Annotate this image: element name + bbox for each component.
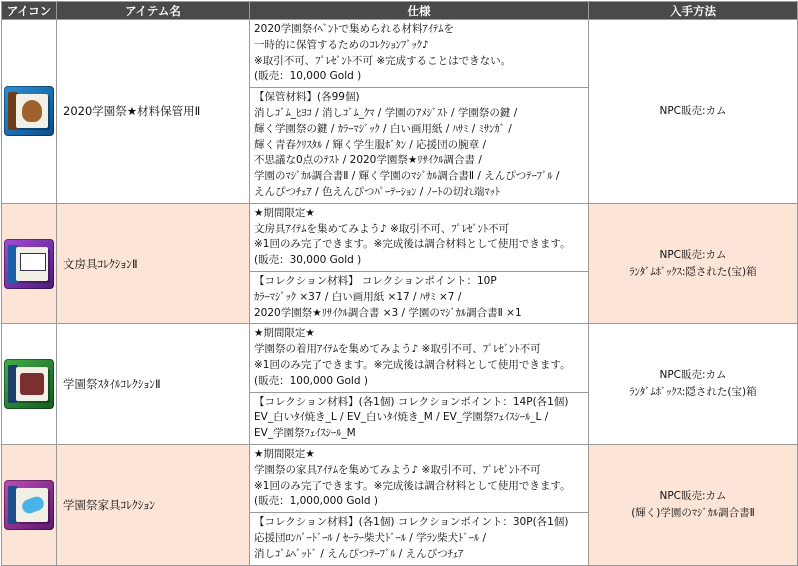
collection-book-blue-icon (4, 86, 54, 136)
spec-description (250, 324, 589, 392)
spec-line: 一時的に保管するためのｺﾚｸｼｮﾝﾌﾞｯｸ♪ (254, 38, 429, 51)
spec-line: 学園祭の着用ｱｲﾃﾑを集めてみよう♪ ※取引不可、ﾌﾟﾚｾﾞﾝﾄ不可 (254, 343, 541, 356)
header-icon: アイコン (2, 2, 57, 20)
obtain-method (589, 203, 798, 324)
spec-line: EV_白いﾀｲ焼き_L / EV_白いﾀｲ焼き_M / EV_学園祭ﾌｪｲｽｼｰﾙ_L / (254, 411, 549, 424)
spec-line: 【コレクション材料】(各1個) コレクションポイント：30P(各1個) (254, 516, 569, 529)
spec-line: (販売：30,000 Gold ) (254, 254, 362, 267)
spec-line: 【保管材料】(各99個) (254, 91, 360, 104)
obtain-line: NPC販売:カム (659, 489, 727, 502)
item-name: 文房具ｺﾚｸｼｮﾝⅡ (57, 203, 250, 324)
spec-line: (販売：10,000 Gold ) (254, 70, 362, 83)
spec-line: 学園のﾏｼﾞｶﾙ調合書Ⅱ / 輝く学園のﾏｼﾞｶﾙ調合書Ⅱ / えんぴつﾃｰﾌﾞﾙ / (254, 170, 560, 183)
spec-line: 消しｺﾞﾑﾍﾞｯﾄﾞ / えんぴつﾃｰﾌﾞﾙ / えんぴつﾁｪｱ (254, 547, 464, 560)
obtain-line: ﾗﾝﾀﾞﾑﾎﾞｯｸｽ:隠された(宝)箱 (629, 386, 757, 399)
obtain-line: ﾗﾝﾀﾞﾑﾎﾞｯｸｽ:隠された(宝)箱 (629, 265, 757, 278)
spec-line: 消しｺﾞﾑ_ﾋﾖｺ / 消しｺﾞﾑ_ｸﾏ / 学園のｱﾒｼﾞｽﾄ / 学園祭の鍵 / (254, 106, 518, 119)
spec-line: ※1回のみ完了できます。※完成後は調合材料として使用できます。 (254, 358, 571, 371)
item-name: 学園祭家具ｺﾚｸｼｮﾝ (57, 444, 250, 565)
obtain-method (589, 324, 798, 445)
header-row (2, 2, 798, 20)
spec-line: 応援団ﾛﾝﾊﾞｰﾄﾞｰﾙ / ｾｰﾗｰ柴犬ﾄﾞｰﾙ / 学ﾗﾝ柴犬ﾄﾞｰﾙ / (254, 531, 487, 544)
spec-line: 【コレクション材料】(各1個) コレクションポイント：14P(各1個) (254, 395, 569, 408)
header-obtain: 入手方法 (589, 2, 798, 20)
table-row (2, 203, 798, 271)
spec-description (250, 444, 589, 512)
collection-book-green-icon (4, 359, 54, 409)
spec-line: ★期間限定★ (254, 327, 315, 340)
spec-description (250, 203, 589, 271)
spec-line: ※取引不可、ﾌﾟﾚｾﾞﾝﾄ不可 ※完成することはできない。 (254, 54, 512, 67)
spec-line: ※1回のみ完了できます。※完成後は調合材料として使用できます。 (254, 238, 571, 251)
spec-line: 輝く学園祭の鍵 / ｶﾗｰﾏｼﾞｯｸ / 白い画用紙 / ﾊｻﾐ / ﾐｻﾝｶﾞ / (254, 122, 512, 135)
header-spec: 仕様 (250, 2, 589, 20)
obtain-line: NPC販売:カム (659, 369, 727, 382)
spec-line: 学園祭の家具ｱｲﾃﾑを集めてみよう♪ ※取引不可、ﾌﾟﾚｾﾞﾝﾄ不可 (254, 463, 541, 476)
obtain-method (589, 20, 798, 204)
collection-book-purple-icon (4, 239, 54, 289)
spec-description (250, 20, 589, 88)
spec-line: 輝く青春ｸﾘｽﾀﾙ / 輝く学生服ﾎﾞﾀﾝ / 応援団の腕章 / (254, 138, 487, 151)
spec-materials (250, 392, 589, 444)
spec-line: ★期間限定★ (254, 447, 315, 460)
item-name: 学園祭ｽﾀｲﾙｺﾚｸｼｮﾝⅡ (57, 324, 250, 445)
table-row (2, 20, 798, 88)
spec-line: (販売：1,000,000 Gold ) (254, 495, 378, 508)
spec-materials (250, 513, 589, 565)
spec-line: 【コレクション材料】 コレクションポイント：10P (254, 274, 497, 287)
item-name: 2020学園祭★材料保管用Ⅱ (57, 20, 250, 204)
obtain-line: NPC販売:カム (659, 248, 727, 261)
table-row (2, 444, 798, 512)
spec-line: ｶﾗｰﾏｼﾞｯｸ ×37 / 白い画用紙 ×17 / ﾊｻﾐ ×7 / (254, 290, 462, 303)
spec-line: 2020学園祭★ﾘｻｲｸﾙ調合書 ×3 / 学園のﾏｼﾞｶﾙ調合書Ⅱ ×1 (254, 306, 522, 319)
obtain-line: NPC販売:カム (659, 104, 727, 117)
spec-line: 文房具ｱｲﾃﾑを集めてみよう♪ ※取引不可、ﾌﾟﾚｾﾞﾝﾄ不可 (254, 222, 510, 235)
icon-cell (2, 324, 57, 445)
spec-line: 2020学園祭ｲﾍﾞﾝﾄで集められる材料ｱｲﾃﾑを (254, 23, 454, 35)
collection-book-magenta-icon (4, 480, 54, 530)
spec-line: 不思議な0点のﾃｽﾄ / 2020学園祭★ﾘｻｲｸﾙ調合書 / (254, 154, 482, 167)
obtain-line: (輝く)学園のﾏｼﾞｶﾙ調合書Ⅱ (631, 506, 755, 519)
spec-line: (販売：100,000 Gold ) (254, 374, 368, 387)
table-row (2, 324, 798, 392)
icon-cell (2, 203, 57, 324)
spec-line: ※1回のみ完了できます。※完成後は調合材料として使用できます。 (254, 479, 571, 492)
spec-line: えんぴつﾁｪｱ / 色えんぴつﾊﾟｰﾃｰｼｮﾝ / ﾉｰﾄの切れ端ﾏｯﾄ (254, 185, 501, 198)
icon-cell (2, 444, 57, 565)
spec-materials (250, 271, 589, 323)
spec-line: ★期間限定★ (254, 206, 315, 219)
spec-line: EV_学園祭ﾌｪｲｽｼｰﾙ_M (254, 427, 356, 440)
obtain-method (589, 444, 798, 565)
item-table (1, 1, 798, 566)
spec-materials (250, 88, 589, 204)
icon-cell (2, 20, 57, 204)
header-item-name: アイテム名 (57, 2, 250, 20)
